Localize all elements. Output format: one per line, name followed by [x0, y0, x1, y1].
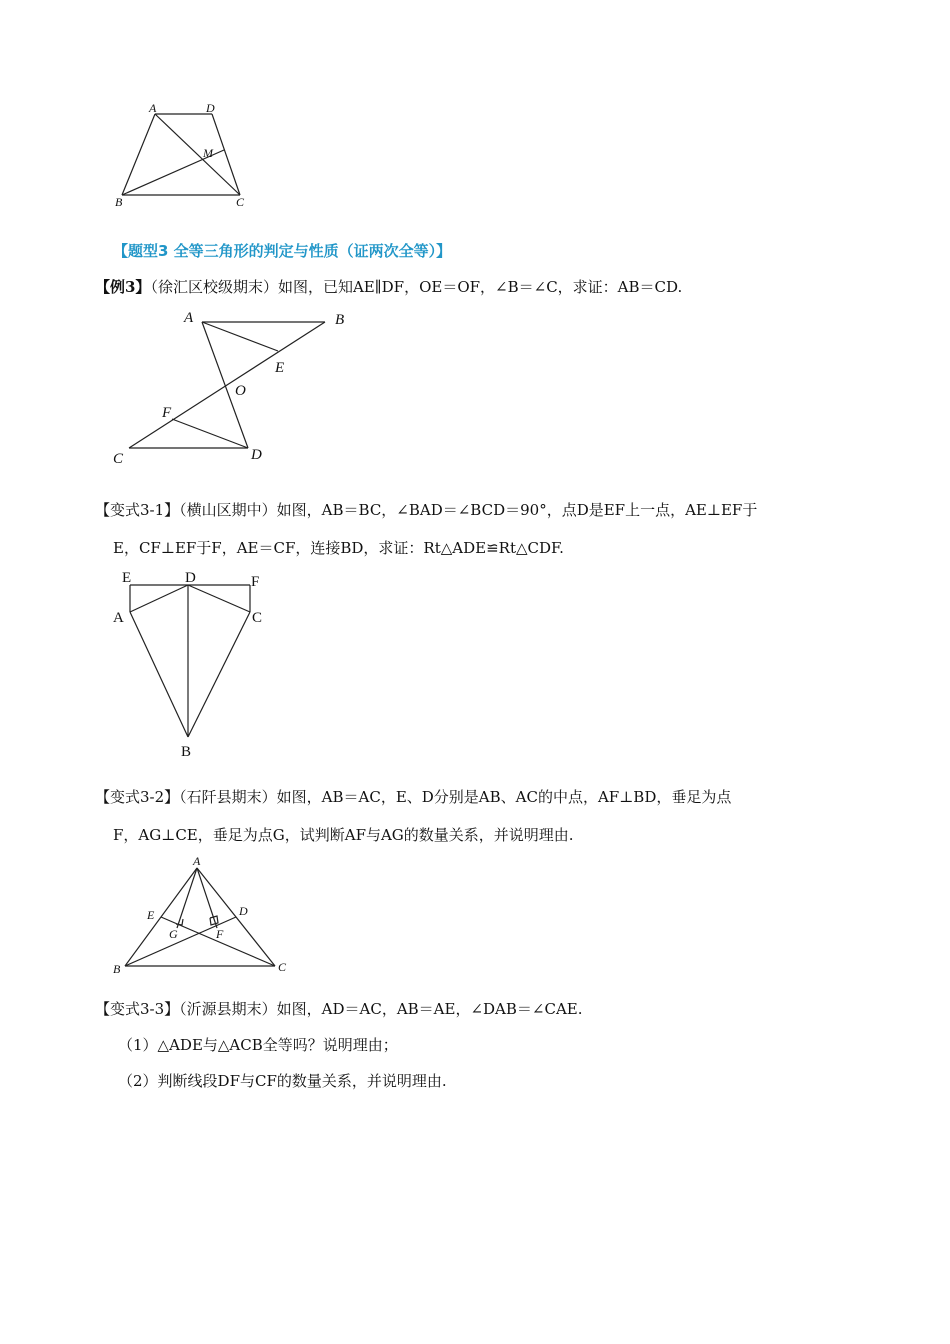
label-O: O — [235, 383, 246, 399]
label-A: A — [113, 610, 124, 626]
variant32-tag: 【变式3-2】 — [95, 788, 180, 806]
variant33-text: （沂源县期末）如图，AD＝AC，AB＝AE，∠DAB＝∠CAE. — [179, 1000, 583, 1018]
label-A: A — [149, 101, 157, 115]
label-G: G — [169, 927, 178, 941]
label-F: F — [216, 927, 224, 941]
label-D: D — [239, 904, 248, 918]
label-B: B — [115, 195, 123, 209]
variant33-question2: （2）判断线段DF与CF的数量关系，并说明理由. — [118, 1072, 447, 1090]
label-D: D — [206, 101, 215, 115]
label-A: A — [193, 854, 201, 868]
label-A: A — [184, 310, 194, 326]
variant32-text1: （石阡县期末）如图，AB＝AC，E、D分别是AB、AC的中点，AF⊥BD，垂足为点 — [179, 788, 732, 806]
label-E: E — [122, 570, 132, 586]
variant33-tag: 【变式3-3】 — [95, 1000, 180, 1018]
example3-tag: 【例3】 — [95, 278, 151, 296]
variant33-line — [95, 998, 583, 1020]
variant31-line2: E，CF⊥EF于F，AE＝CF，连接BD，求证：Rt△ADE≌Rt△CDF. — [113, 539, 564, 557]
variant32-line2: F，AG⊥CE，垂足为点G，试判断AF与AG的数量关系，并说明理由. — [113, 826, 574, 844]
label-B: B — [181, 744, 192, 760]
variant32-figure — [105, 852, 295, 977]
label-D: D — [251, 447, 262, 463]
example3-line — [95, 276, 682, 298]
label-D: D — [185, 570, 196, 586]
variant31-text1: （横山区期中）如图，AB＝BC，∠BAD＝∠BCD＝90°，点D是EF上一点，AE⊥EF于 — [179, 501, 758, 519]
variant31-figure — [105, 565, 280, 765]
label-C: C — [113, 451, 124, 467]
label-F: F — [251, 574, 260, 590]
label-M: M — [203, 146, 213, 160]
trapezoid-figure — [108, 98, 258, 213]
label-C: C — [252, 610, 263, 626]
label-E: E — [275, 360, 285, 376]
label-C: C — [236, 195, 245, 209]
variant32-line1 — [95, 786, 731, 808]
label-B: B — [335, 312, 345, 328]
variant31-tag: 【变式3-1】 — [95, 501, 180, 519]
label-C: C — [278, 960, 287, 974]
section-heading: 【题型3 全等三角形的判定与性质（证两次全等）】 — [113, 242, 452, 260]
label-F: F — [162, 405, 172, 421]
variant33-question1: （1）△ADE与△ACB全等吗？说明理由； — [118, 1036, 398, 1054]
variant31-line1 — [95, 499, 757, 521]
label-E: E — [147, 908, 155, 922]
label-B: B — [113, 962, 121, 976]
example3-text: （徐汇区校级期末）如图，已知AE∥DF，OE＝OF，∠B＝∠C，求证：AB＝CD. — [150, 278, 683, 296]
example3-figure — [105, 302, 365, 472]
